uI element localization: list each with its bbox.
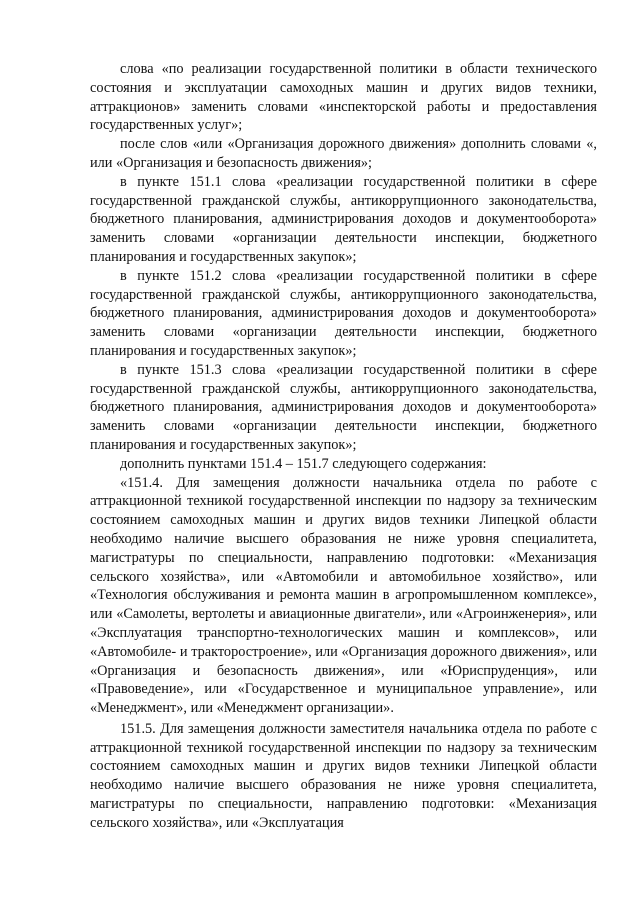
paragraph-item-151-1: в пункте 151.1 слова «реализации государственной политики в сфере государственной гражданской службы, антикоррупционного законодательства, бюджетного планирования, администрирования доходов и документооборота» заменить словами «организации деятельности инспекции, бюджетного планирования и государственных закупок»;	[90, 173, 597, 265]
paragraph-add-organization: после слов «или «Организация дорожного движения» дополнить словами «, или «Организация и безопасность движения»;	[90, 136, 597, 171]
paragraph-add-items: дополнить пунктами 151.4 – 151.7 следующего содержания:	[120, 455, 487, 472]
paragraph-replace-wording: слова «по реализации государственной политики в области технического состояния и эксплуатации самоходных машин и других видов техники, аттракционов» заменить словами «инспекторской работы и предоставления государственных услуг»;	[90, 61, 597, 134]
paragraph-item-151-4: «151.4. Для замещения должности начальника отдела по работе с аттракционной техникой государственной инспекции по надзору за техническим состоянием самоходных машин и других видов техники Липецкой области необходимо наличие высшего образования не ниже уровня специалитета, магистратуры по специальности, направлению подготовки: «Механизация сельского хозяйства», или «Автомобили и автомобильное хозяйство», или «Технология обслуживания и ремонта машин в агропромышленном комплексе», или «Самолеты, вертолеты и авиационные двигатели», или «Агроинженерия», или «Эксплуатация транспортно-технологических машин и комплексов», или «Автомобиле- и тракторостроение», или «Организация дорожного движения», или «Организация и безопасность движения», или «Юриспруденция», или «Правоведение», или «Государственное и муниципальное управление», или «Менеджмент», или «Менеджмент организации».	[90, 474, 597, 717]
document-page	[90, 60, 597, 833]
paragraph-item-151-5: 151.5. Для замещения должности заместителя начальника отдела по работе с аттракционной техникой государственной инспекции по надзору за техническим состоянием самоходных машин и других видов техники Липецкой области необходимо наличие высшего образования не ниже уровня специалитета, магистратуры по специальности, направлению подготовки: «Механизация сельского хозяйства», или «Эксплуатация	[90, 720, 597, 831]
paragraph-item-151-3: в пункте 151.3 слова «реализации государственной политики в сфере государственной гражданской службы, антикоррупционного законодательства, бюджетного планирования, администрирования доходов и документооборота» заменить словами «организации деятельности инспекции, бюджетного планирования и государственных закупок»;	[90, 361, 597, 453]
paragraph-item-151-2: в пункте 151.2 слова «реализации государственной политики в сфере государственной гражданской службы, антикоррупционного законодательства, бюджетного планирования, администрирования доходов и документооборота» заменить словами «организации деятельности инспекции, бюджетного планирования и государственных закупок»;	[90, 267, 597, 359]
